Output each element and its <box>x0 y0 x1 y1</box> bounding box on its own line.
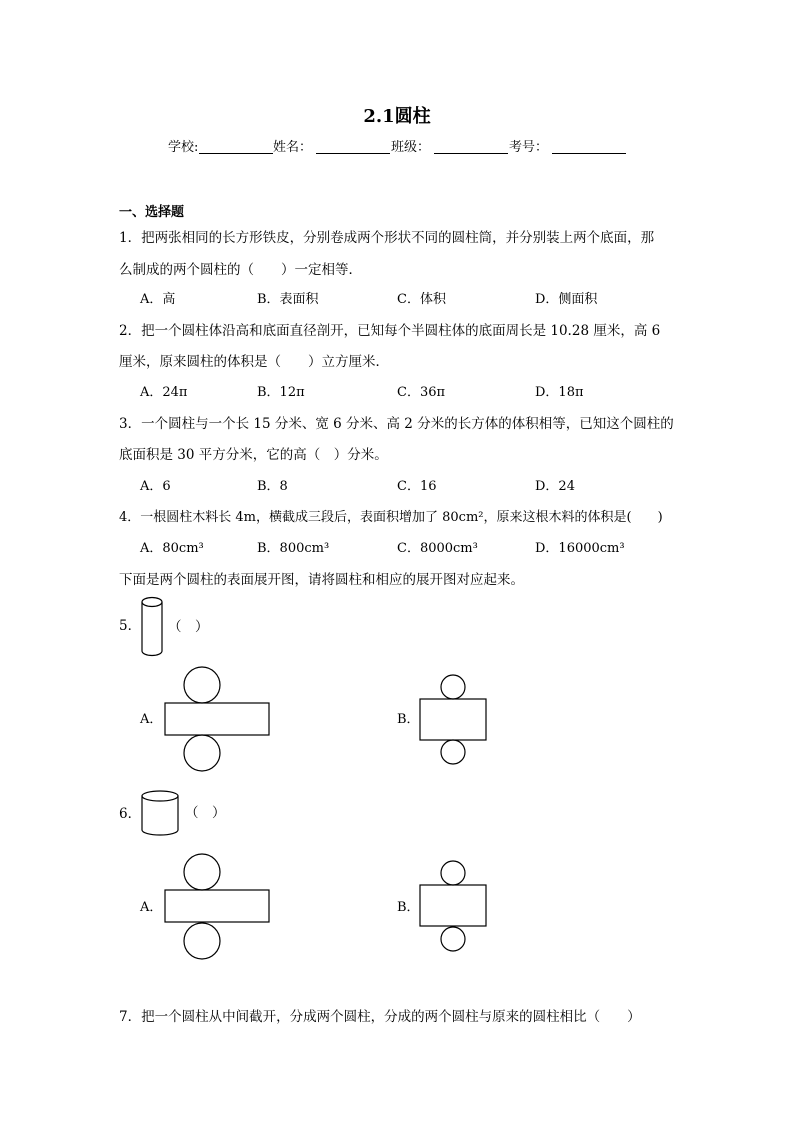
q7-line1: 7．把一个圆柱从中间截开，分成两个圆柱，分成的两个圆柱与原来的圆柱相比（ ） <box>119 1009 641 1025</box>
q4-option-a[interactable]: A．80cm³ <box>140 541 204 556</box>
q3-line1: 3．一个圆柱与一个长 15 分米、宽 6 分米、高 2 分米的长方体的体积相等，已知这个圆柱的 <box>119 416 674 432</box>
q4-option-c[interactable]: C．8000cm³ <box>397 541 478 556</box>
q5-net-a[interactable] <box>162 666 272 774</box>
q6-net-a[interactable] <box>162 853 272 963</box>
q1-line2: 么制成的两个圆柱的（ ）一定相等． <box>119 262 362 278</box>
school-label: 学校: <box>168 140 199 155</box>
q2-line2: 厘米，原来圆柱的体积是（ ）立方厘米． <box>119 354 389 370</box>
q6-net-b[interactable] <box>418 860 488 954</box>
q1-line1: 1．把两张相同的长方形铁皮，分别卷成两个形状不同的圆柱筒，并分别装上两个底面，那 <box>119 230 655 246</box>
q2-option-c[interactable]: C．36π <box>397 385 446 400</box>
q2-line1: 2．把一个圆柱体沿高和底面直径剖开，已知每个半圆柱体的底面周长是 10.28 厘米，高 6 <box>119 323 661 339</box>
class-label: 班级： <box>391 140 431 155</box>
q1-option-d[interactable]: D．侧面积 <box>535 292 598 307</box>
q3-line2: 底面积是 30 平方分米，它的高（ ）分米。 <box>119 447 388 463</box>
q4-line1: 4．一根圆柱木料长 4m，横截成三段后，表面积增加了 80cm²，原来这根木料的体积是( ) <box>119 510 663 525</box>
q4-option-d[interactable]: D．16000cm³ <box>535 541 625 556</box>
exam-no-blank[interactable] <box>552 141 626 155</box>
page-title: 2.1圆柱 <box>363 106 431 127</box>
q5-tall-cylinder <box>140 596 166 658</box>
q3-option-c[interactable]: C．16 <box>397 479 437 494</box>
q5-net-b[interactable] <box>418 674 488 768</box>
q2-option-b[interactable]: B．12π <box>257 385 305 400</box>
q5-option-b[interactable]: B． <box>397 712 420 727</box>
q1-option-b[interactable]: B．表面积 <box>257 292 319 307</box>
section-heading: 一、选择题 <box>119 205 185 220</box>
q3-option-d[interactable]: D．24 <box>535 479 575 494</box>
q5-option-a[interactable]: A． <box>140 712 163 727</box>
class-blank[interactable] <box>434 141 508 155</box>
q4-option-b[interactable]: B．800cm³ <box>257 541 330 556</box>
q6-wide-cylinder <box>140 788 182 838</box>
name-blank[interactable] <box>316 141 390 155</box>
q3-option-b[interactable]: B．8 <box>257 479 288 494</box>
q2-option-a[interactable]: A．24π <box>140 385 188 400</box>
q3-option-a[interactable]: A．6 <box>140 479 171 494</box>
q6-answer-paren[interactable]: （ ） <box>185 805 226 821</box>
q1-option-a[interactable]: A．高 <box>140 292 176 307</box>
exam-no-label: 考号： <box>509 140 549 155</box>
name-label: 姓名： <box>273 140 313 155</box>
matching-instruction: 下面是两个圆柱的表面展开图，请将圆柱和相应的展开图对应起来。 <box>119 572 524 588</box>
q6-label: 6． <box>119 806 142 822</box>
q2-option-d[interactable]: D．18π <box>535 385 584 400</box>
school-blank[interactable] <box>199 141 273 155</box>
q6-option-a[interactable]: A． <box>140 900 163 915</box>
q1-option-c[interactable]: C．体积 <box>397 292 446 307</box>
q6-option-b[interactable]: B． <box>397 900 420 915</box>
q5-label: 5． <box>119 618 142 634</box>
q5-answer-paren[interactable]: （ ） <box>168 619 209 635</box>
